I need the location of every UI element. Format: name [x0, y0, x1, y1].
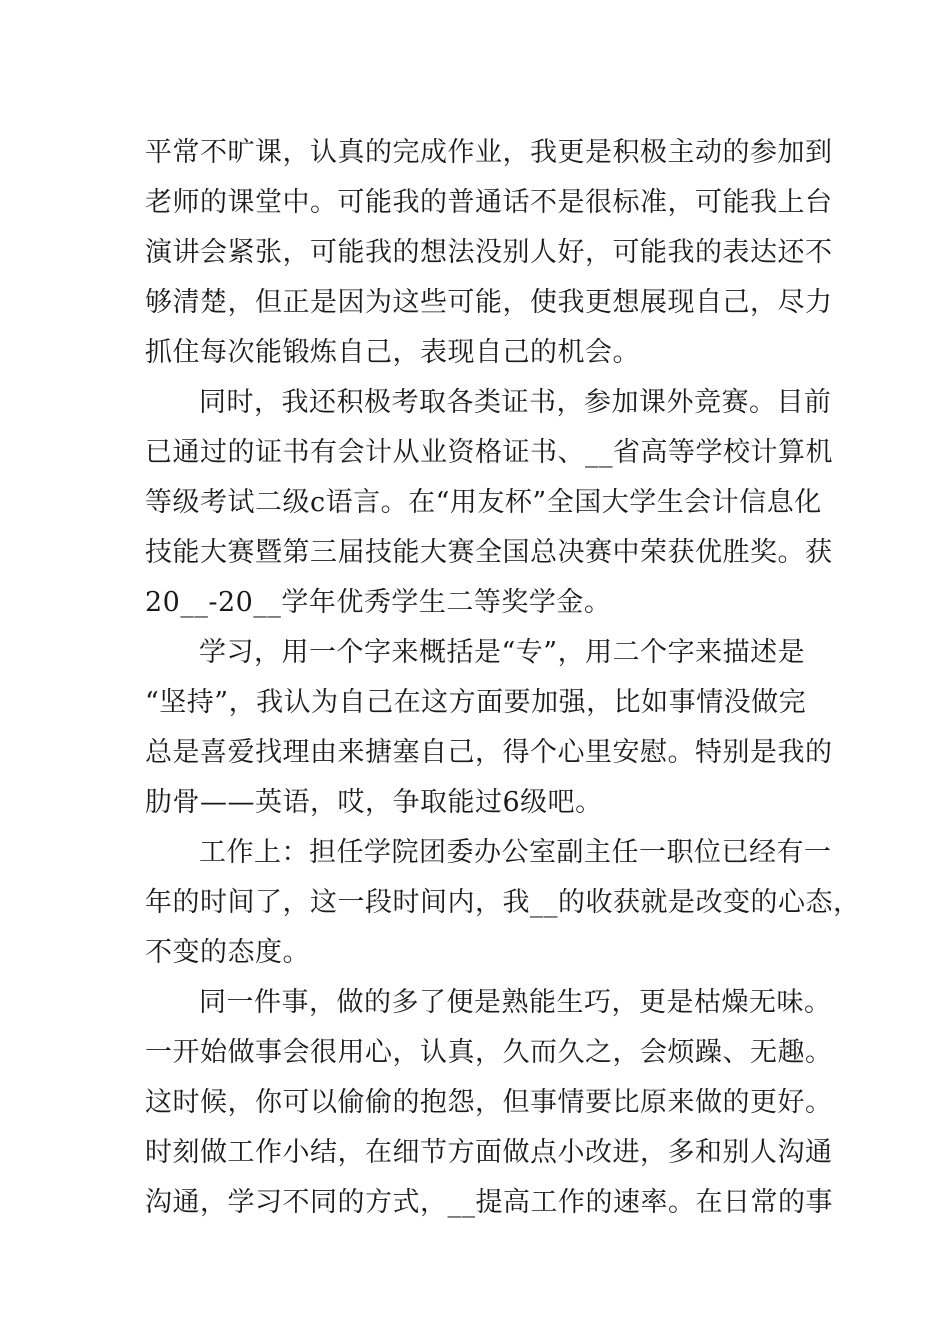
- text-line: 这时候，你可以偷偷的抱怨，但事情要比原来做的更好。: [145, 1087, 833, 1118]
- paragraph-first-line: 同一件事，做的多了便是熟能生巧，更是枯燥无味。: [199, 987, 832, 1018]
- paragraph-first-line: 学习，用一个字来概括是“专”，用二个字来描述是: [199, 637, 806, 668]
- text-line: 抓住每次能锻炼自己，表现自己的机会。: [145, 337, 640, 368]
- text-line: 平常不旷课，认真的完成作业，我更是积极主动的参加到: [145, 137, 833, 168]
- paragraph-first-line: 同时，我还积极考取各类证书，参加课外竞赛。目前: [199, 387, 832, 418]
- text-line: 演讲会紧张，可能我的想法没别人好，可能我的表达还不: [145, 237, 833, 268]
- text-line: 一开始做事会很用心，认真，久而久之，会烦躁、无趣。: [145, 1037, 833, 1068]
- text-line: 年的时间了，这一段时间内，我__的收获就是改变的心态，: [145, 887, 861, 918]
- text-line: 肋骨——英语，哎，争取能过6级吧。: [145, 787, 603, 818]
- text-line: 沟通，学习不同的方式，__提高工作的速率。在日常的事: [145, 1187, 833, 1218]
- paragraph-first-line: 工作上：担任学院团委办公室副主任一职位已经有一: [199, 837, 832, 868]
- text-line: 不变的态度。: [145, 937, 310, 968]
- text-line: 已通过的证书有会计从业资格证书、__省高等学校计算机: [145, 437, 833, 468]
- text-line: 够清楚，但正是因为这些可能，使我更想展现自己，尽力: [145, 287, 833, 318]
- text-line: 时刻做工作小结，在细节方面做点小改进，多和别人沟通: [145, 1137, 833, 1168]
- text-line: “坚持”，我认为自己在这方面要加强，比如事情没做完: [145, 687, 807, 718]
- text-line: 总是喜爱找理由来搪塞自己，得个心里安慰。特别是我的: [145, 737, 833, 768]
- text-line: 20__-20__学年优秀学生二等奖学金。: [145, 587, 612, 618]
- text-line: 等级考试二级c语言。在“用友杯”全国大学生会计信息化: [145, 487, 822, 518]
- text-line: 老师的课堂中。可能我的普通话不是很标准，可能我上台: [145, 187, 833, 218]
- text-line: 技能大赛暨第三届技能大赛全国总决赛中荣获优胜奖。获: [145, 537, 833, 568]
